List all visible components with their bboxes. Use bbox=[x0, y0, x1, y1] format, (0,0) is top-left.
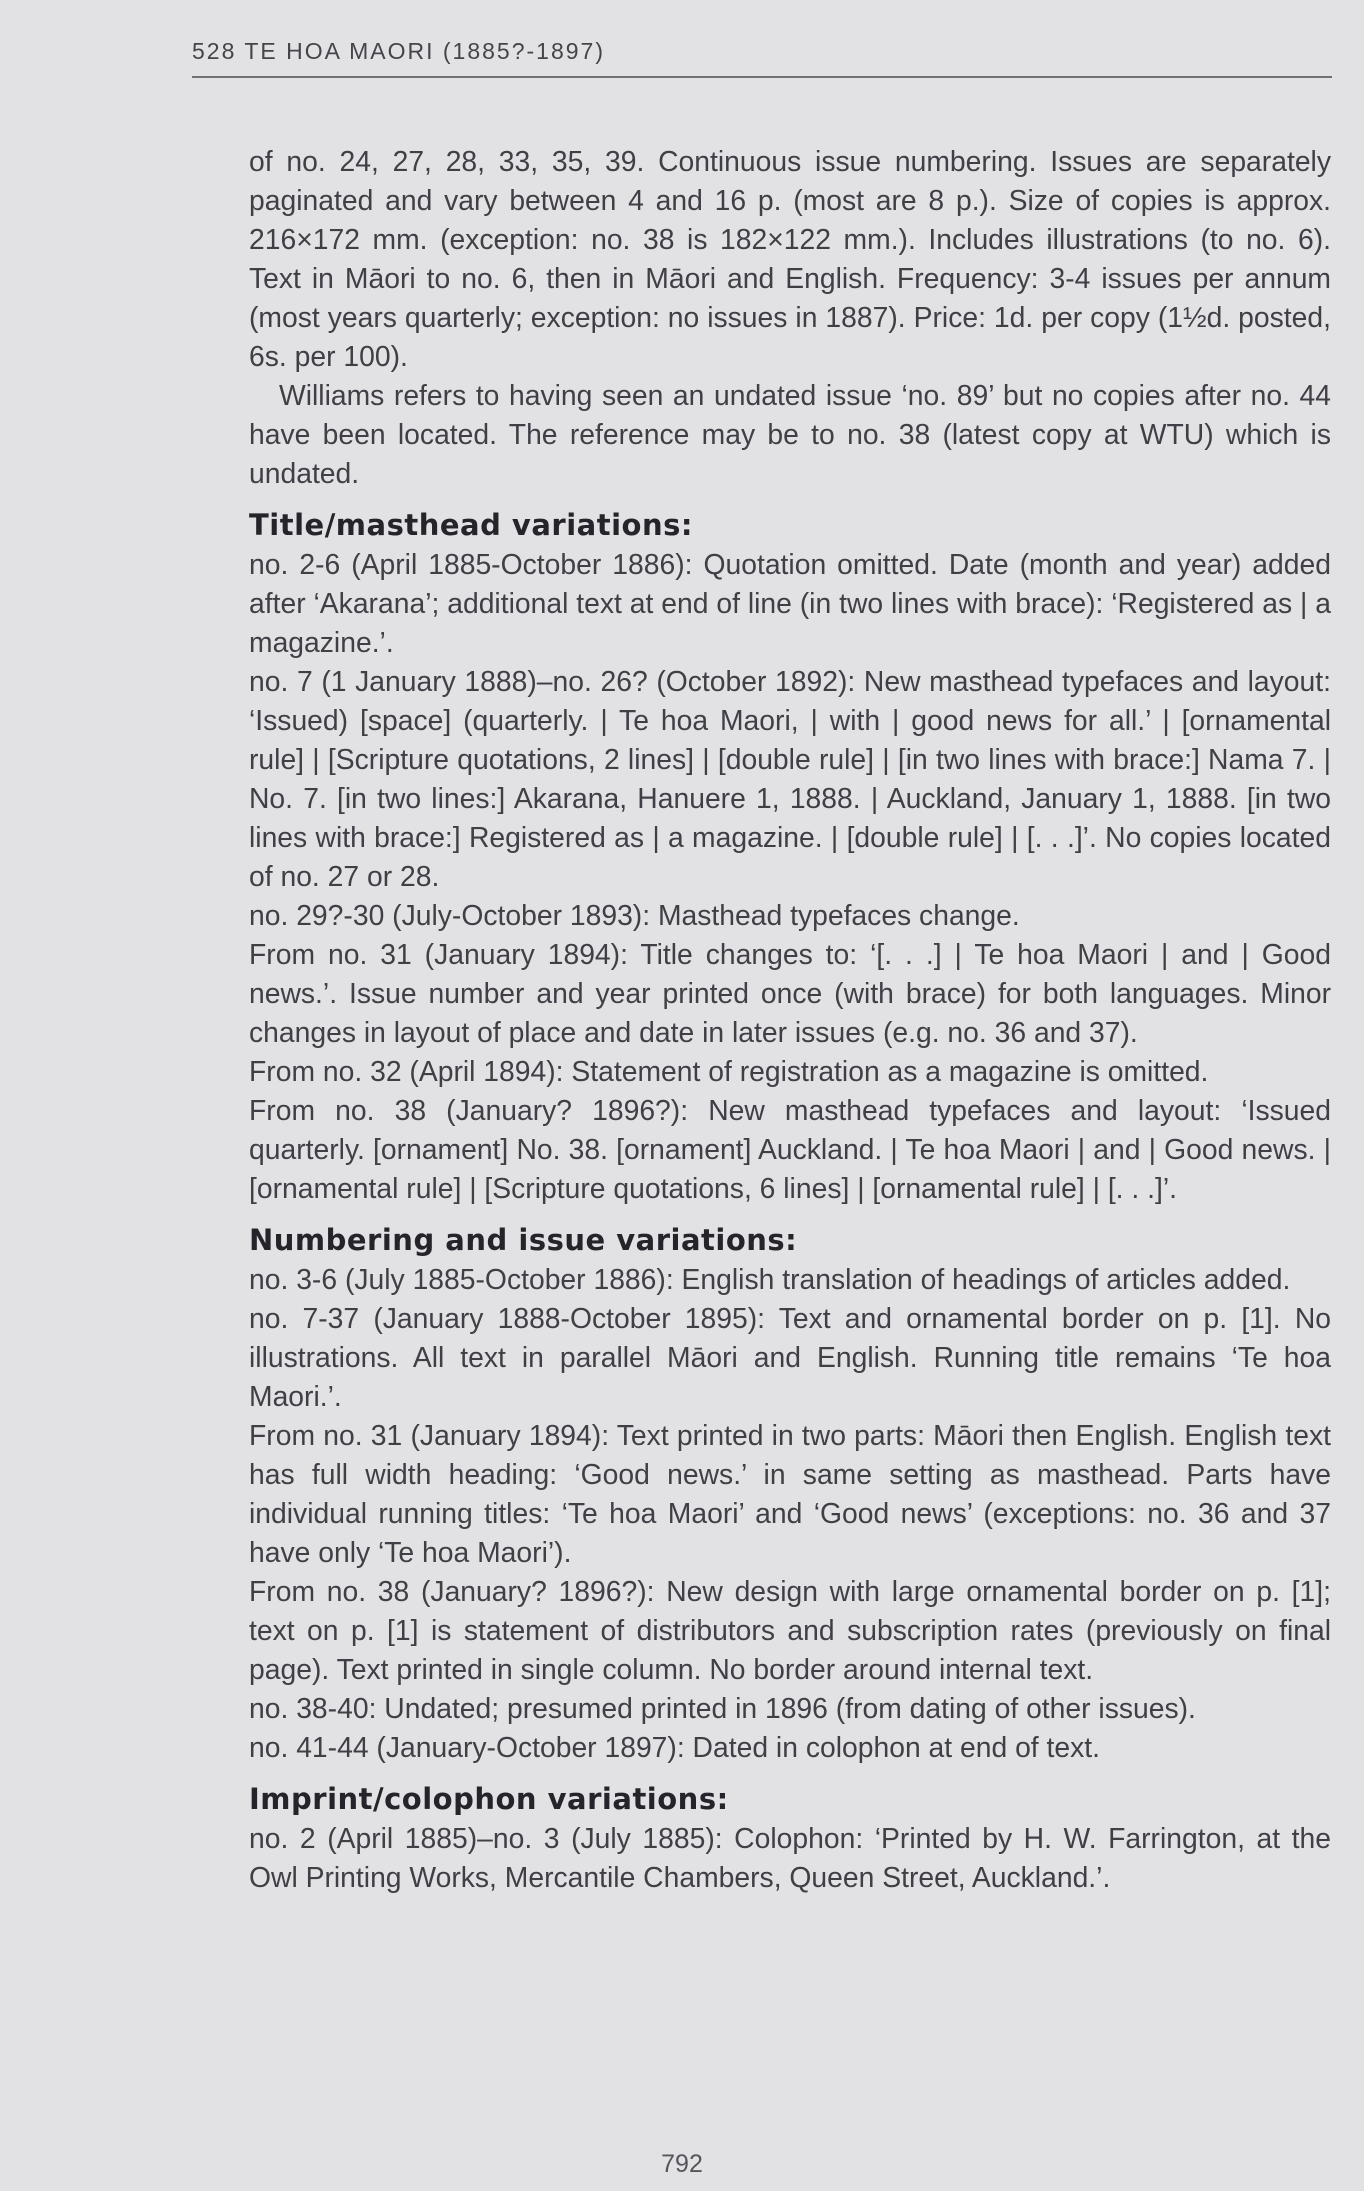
paragraph: From no. 31 (January 1894): Text printed in two parts: Māori then English. English text has full width heading: ‘Good news.’ in same setting as masthead. Parts have individual running titles: ‘Te hoa Maori’ and ‘Good news’ (exceptions: no. 36 and 37 have only ‘Te hoa Maori’). bbox=[249, 1419, 1331, 1568]
paragraph: of no. 24, 27, 28, 33, 35, 39. Continuous issue numbering. Issues are separately paginated and vary between 4 and 16 p. (most are 8 p.). Size of copies is approx. 216×172 mm. (exception: no. 38 is 182×122 mm.). Includes illustrations (to no. 6). Text in Māori to no. 6, then in Māori and English. Frequency: 3-4 issues per annum (most years quarterly; exception: no issues in 1887). Price: 1d. per copy (1½d. posted, 6s. per 100). bbox=[249, 145, 1331, 372]
paragraph: Williams refers to having seen an undated issue ‘no. 89’ but no copies after no. 44 have been located. The reference may be to no. 38 (latest copy at WTU) which is undated. bbox=[249, 379, 1331, 489]
paragraph: From no. 38 (January? 1896?): New design with large ornamental border on p. [1]; text on p. [1] is statement of distributors and subscription rates (previously on final page). Text printed in single column. No border around internal text. bbox=[249, 1575, 1331, 1685]
section-heading: Numbering and issue variations: bbox=[249, 1223, 798, 1257]
running-head: 528 TE HOA MAORI (1885?-1897) bbox=[192, 38, 605, 64]
section-heading: Imprint/colophon variations: bbox=[249, 1782, 729, 1816]
paragraph: From no. 31 (January 1894): Title changes to: ‘[. . .] | Te hoa Maori | and | Good news.’. Issue number and year printed once (with brace) for both languages. Minor changes in layout of place and date in later issues (e.g. no. 36 and 37). bbox=[249, 938, 1331, 1048]
header-rule bbox=[192, 76, 1332, 78]
paragraph: no. 7 (1 January 1888)–no. 26? (October 1892): New masthead typefaces and layout: ‘Issued) [space] (quarterly. | Te hoa Maori, | with | good news for all.’ | [ornamental rule] | [Scripture quotations, 2 lines] | [double rule] | [in two lines with brace:] Nama 7. | No. 7. [in two lines:] Akarana, Hanuere 1, 1888. | Auckland, January 1, 1888. [in two lines with brace:] Registered as | a magazine. | [double rule] | [. . .]’. No copies located of no. 27 or 28. bbox=[249, 665, 1331, 892]
body-text bbox=[249, 142, 1331, 1897]
paragraph: From no. 38 (January? 1896?): New masthead typefaces and layout: ‘Issued quarterly. [ornament] No. 38. [ornament] Auckland. | Te hoa Maori | and | Good news. | [ornamental rule] | [Scripture quotations, 6 lines] | [ornamental rule] | [. . .]’. bbox=[249, 1094, 1331, 1204]
paragraph: no. 38-40: Undated; presumed printed in 1896 (from dating of other issues). bbox=[249, 1692, 1196, 1724]
paragraph: no. 3-6 (July 1885-October 1886): English translation of headings of articles added. bbox=[249, 1263, 1291, 1295]
paragraph: no. 29?-30 (July-October 1893): Masthead typefaces change. bbox=[249, 899, 1020, 931]
paragraph: From no. 32 (April 1894): Statement of registration as a magazine is omitted. bbox=[249, 1055, 1209, 1087]
paragraph: no. 41-44 (January-October 1897): Dated in colophon at end of text. bbox=[249, 1731, 1101, 1763]
section-heading: Title/masthead variations: bbox=[249, 508, 693, 542]
paragraph: no. 2 (April 1885)–no. 3 (July 1885): Colophon: ‘Printed by H. W. Farrington, at the Owl Printing Works, Mercantile Chambers, Queen Street, Auckland.’. bbox=[249, 1822, 1331, 1893]
page-number: 792 bbox=[661, 2150, 703, 2178]
paragraph: no. 7-37 (January 1888-October 1895): Text and ornamental border on p. [1]. No illustrations. All text in parallel Māori and English. Running title remains ‘Te hoa Maori.’. bbox=[249, 1302, 1331, 1412]
paragraph: no. 2-6 (April 1885-October 1886): Quotation omitted. Date (month and year) added after ‘Akarana’; additional text at end of line (in two lines with brace): ‘Registered as | a magazine.’. bbox=[249, 548, 1331, 658]
